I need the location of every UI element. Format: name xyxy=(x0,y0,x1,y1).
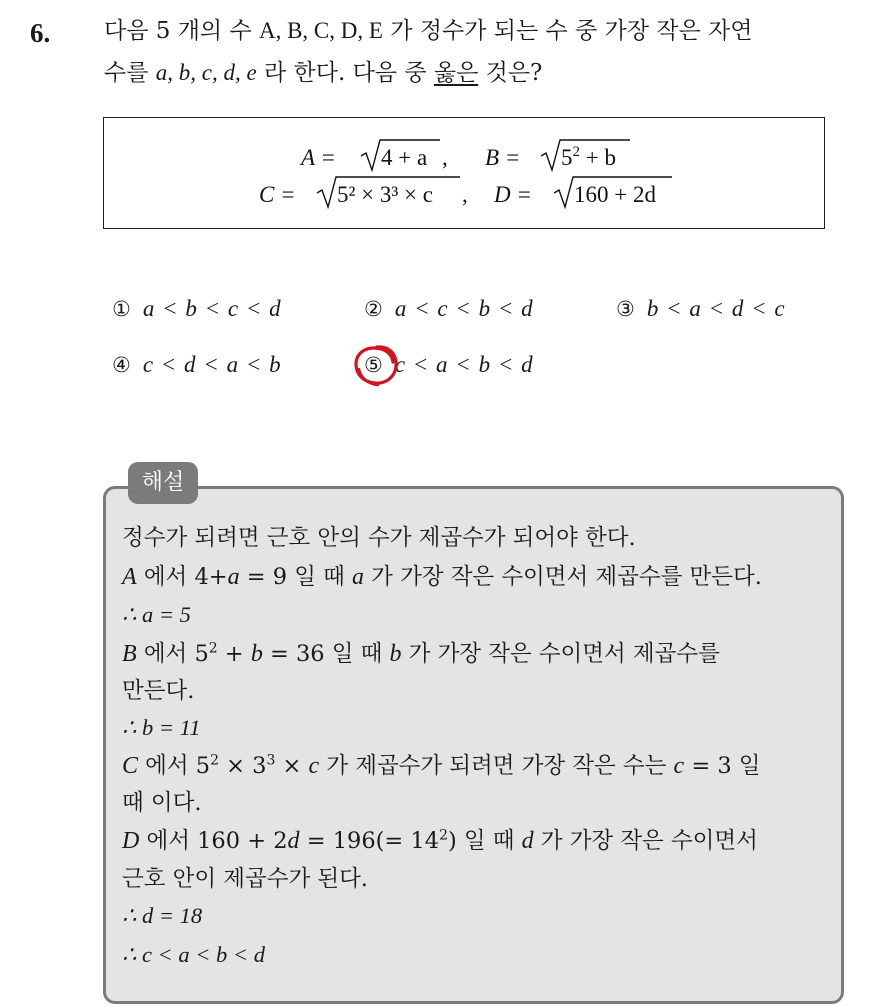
choice-1[interactable]: ① a < b < c < d xyxy=(112,296,282,321)
separator: , xyxy=(442,145,448,170)
solution-line-7: C 에서 $5^2 \times 3^3 \times c$ 가 제곱수가 되려면 가장 작은 수는 c = 3 일 xyxy=(122,752,761,779)
formula-A-radicand: 4 + a xyxy=(381,145,428,170)
question-text-line-2: 수를 a, b, c, d, e 라 한다. 다음 중 옳은 것은? xyxy=(104,60,543,86)
emphasis-correct: 옳은 xyxy=(433,60,479,86)
formula-A-lhs: A = xyxy=(301,145,336,170)
formula-D-lhs: D = xyxy=(494,182,532,207)
choice-4[interactable]: ④ c < d < a < b xyxy=(112,352,282,377)
given-formulas-box xyxy=(103,117,825,229)
formula-C-radicand: 5² × 3³ × c xyxy=(337,182,433,207)
solution-line-9: D 에서 $160 + 2d = 196(= 14^2)$ 일 때 d 가 가장 작은 수이면서 xyxy=(122,827,758,854)
question-number: 6. xyxy=(30,18,51,48)
formula-B-radicand: $5^2 + b$ xyxy=(561,144,616,170)
formula-B-lhs: B = xyxy=(485,145,521,170)
solution-line-5: 만든다. xyxy=(122,678,195,704)
choice-3[interactable]: ③ b < a < d < c xyxy=(616,296,786,321)
separator: , xyxy=(462,182,468,207)
solution-line-3: ∴ a = 5 xyxy=(122,602,191,627)
answer-circle-mark xyxy=(351,342,401,388)
solution-line-4: B 에서 $5^2 + b = 36$ 일 때 b 가 가장 작은 수이면서 제곱수를 xyxy=(122,640,720,667)
choice-2[interactable]: ② a < c < b < d xyxy=(364,296,534,321)
solution-line-1: 정수가 되려면 근호 안의 수가 제곱수가 되어야 한다. xyxy=(122,525,636,551)
solution-line-10: 근호 안이 제곱수가 된다. xyxy=(122,866,368,892)
solution-line-12: ∴ c < a < b < d xyxy=(122,942,265,967)
formula-C-lhs: C = xyxy=(259,182,296,207)
solution-line-8: 때 이다. xyxy=(122,790,202,816)
solution-tag: 해설 xyxy=(128,462,198,504)
solution-line-2: A 에서 4+a = 9 일 때 a 가 가장 작은 수이면서 제곱수를 만든다. xyxy=(122,564,762,590)
question-text-line-1: 다음 5 개의 수 A, B, C, D, E 가 정수가 되는 수 중 가장 작은 자연 xyxy=(104,18,753,44)
solution-line-11: ∴ d = 18 xyxy=(122,903,203,928)
choice-5[interactable]: ⑤ c < a < b < d xyxy=(364,352,534,377)
formula-graphic xyxy=(104,118,826,230)
formula-D-radicand: 160 + 2d xyxy=(574,182,656,207)
solution-line-6: ∴ b = 11 xyxy=(122,715,201,740)
